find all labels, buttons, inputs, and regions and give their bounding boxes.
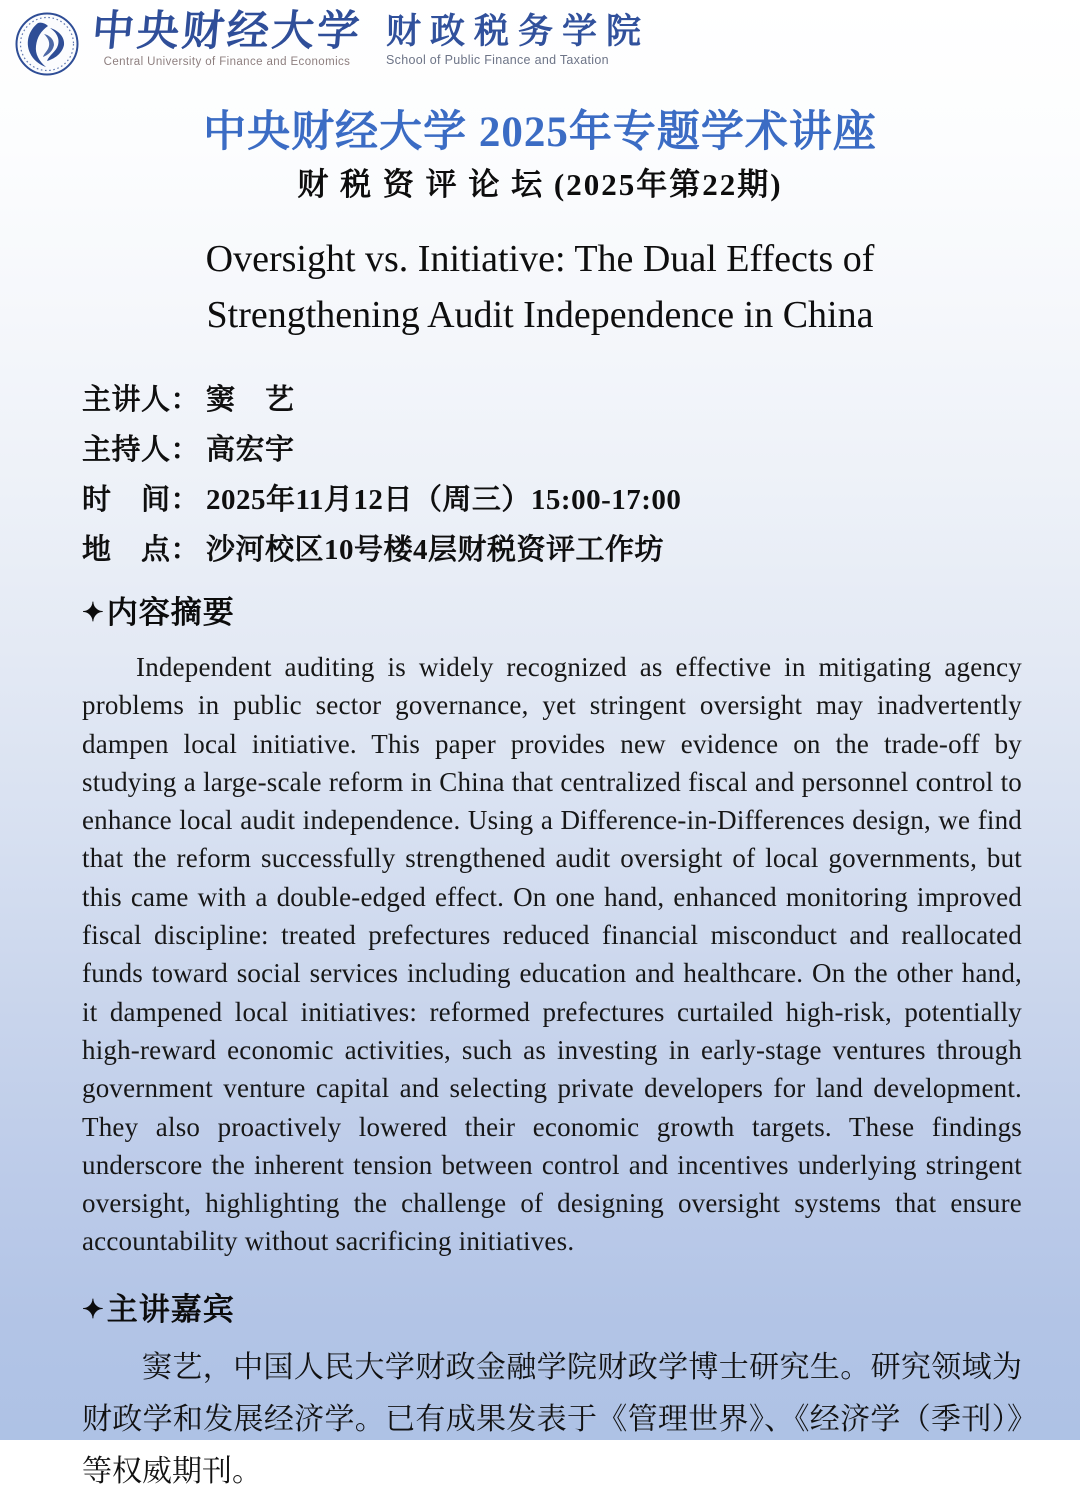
school-name-en: School of Public Finance and Taxation: [386, 53, 609, 67]
talk-title: [0, 231, 1080, 343]
detail-host: [82, 435, 1020, 465]
series-title: 中央财经大学 2025年专题学术讲座: [203, 109, 877, 156]
forum-issue-title: 财 税 资 评 论 坛 (2025年第22期): [297, 167, 783, 202]
detail-speaker-label: 主讲人：: [82, 384, 201, 416]
detail-time-label: 时 间：: [82, 484, 201, 516]
detail-location-label: 地 点：: [82, 534, 201, 566]
detail-speaker: [82, 385, 1020, 415]
speaker-heading-text: 主讲嘉宾: [106, 1291, 235, 1327]
diamond-bullet-icon: ✦: [82, 598, 105, 627]
talk-title-line1: Oversight vs. Initiative: The Dual Effects of: [205, 238, 875, 280]
event-details: [82, 385, 1020, 565]
university-seal-icon: [14, 10, 80, 83]
talk-title-line2: Strengthening Audit Independence in China: [206, 294, 874, 336]
university-name-zh: 中央财经大学: [89, 9, 365, 55]
detail-host-label: 主持人：: [82, 434, 201, 466]
school-brand: [386, 10, 650, 67]
university-brand: [89, 9, 365, 68]
abstract-heading-text: 内容摘要: [106, 595, 235, 630]
diamond-bullet-icon: ✦: [82, 1294, 105, 1324]
detail-time-value: 2025年11月12日（周三）15:00-17:00: [206, 484, 682, 516]
abstract-heading: [82, 595, 1020, 633]
speaker-heading: [82, 1292, 1020, 1330]
school-name-zh: 财政税务学院: [386, 12, 651, 51]
abstract-body: Independent auditing is widely recognized as effective in mitigating agency problems in public sector governance, yet stringent oversight may inadvertently dampen local initiative. This paper provides new evidence on the trade-off by studying a large-scale reform in China that centralized fiscal and personnel control to enhance local audit independence. Using a Difference-in-Differences design, we find that the reform successfully strengthened audit oversight of local governments, but this came with a double-edged effect. On one hand, enhanced monitoring improved fiscal discipline: treated prefectures reduced financial misconduct and reallocated funds toward social services including education and healthcare. On the other hand, it dampened local initiatives: reformed prefectures curtailed high-risk, potentially high-reward economic activities, such as investing in early-stage ventures through government venture capital and selecting private developers for land development. They also proactively lowered their economic growth targets. These findings underscore the inherent tension between control and incentives underlying stringent oversight, highlighting the challenge of designing oversight systems that ensure accountability without sacrificing initiatives.: [82, 652, 1022, 1257]
speaker-bio: 窦艺，中国人民大学财政金融学院财政学博士研究生。研究领域为财政学和发展经济学。已有成果发表于《管理世界》、《经济学（季刊）》等权威期刊。: [82, 1350, 1022, 1488]
detail-speaker-value: 窦 艺: [206, 384, 295, 416]
detail-location-value: 沙河校区10号楼4层财税资评工作坊: [206, 534, 665, 566]
university-name-en: Central University of Finance and Economics: [103, 56, 351, 68]
detail-location: [82, 535, 1020, 565]
header: [0, 0, 1080, 83]
detail-host-value: 高宏宇: [206, 434, 295, 466]
detail-time: [82, 485, 1020, 515]
